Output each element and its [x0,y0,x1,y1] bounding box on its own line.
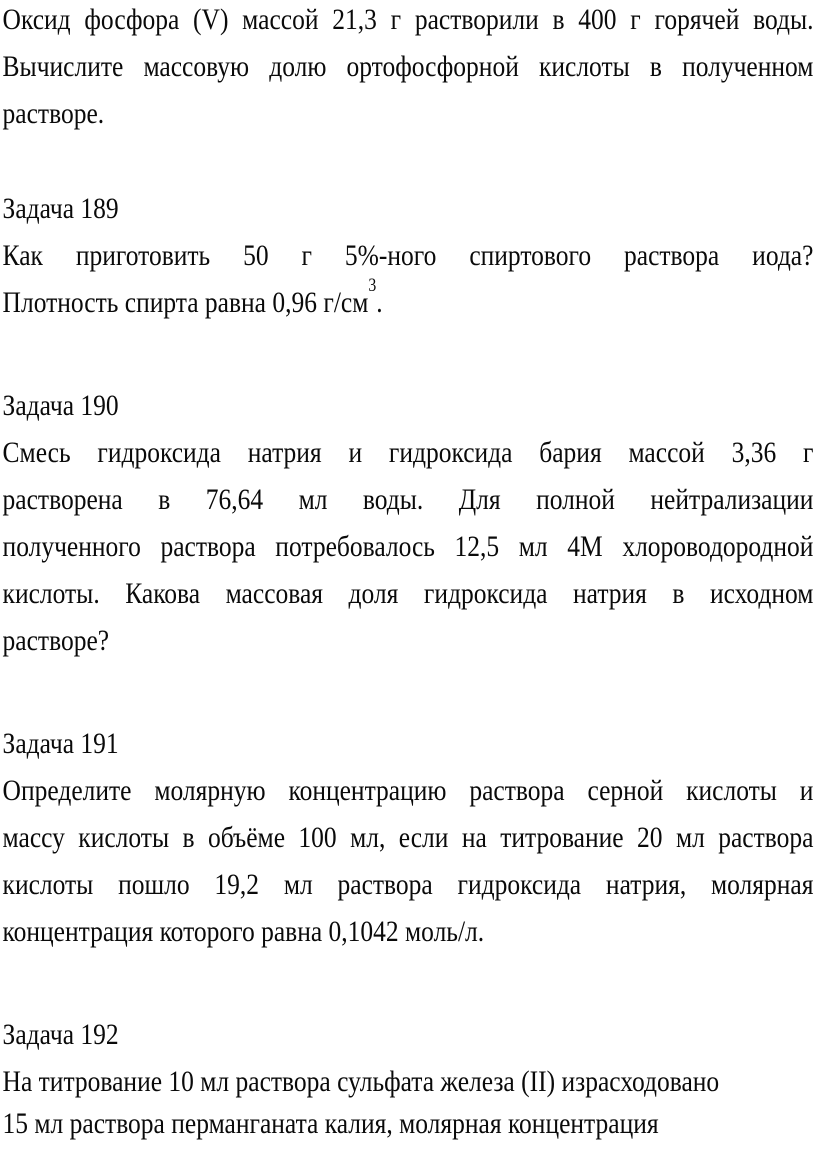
text-line: полученного раствора потребовалось 12,5 мл 4М хлороводородной [2,530,814,563]
text-line: растворе? [2,624,110,657]
text-line: растворена в 76,64 мл воды. Для полной нейтрализации [2,483,814,516]
task-189-title: Задача 189 [2,192,119,225]
task-190-section [3,382,814,664]
task-191-section [3,720,814,955]
task-192-section [3,1011,814,1143]
text-line: Вычислите массовую долю ортофосфорной кислоты в полученном [2,50,814,83]
text-line: концентрация которого равна 0,1042 моль/л. [2,915,485,948]
task-192-title: Задача 192 [2,1018,119,1051]
text-line: Оксид фосфора (V) массой 21,3 г растворили в 400 г горячей воды. [2,3,814,36]
text-line: растворе. [2,97,105,130]
superscript-3: 3 [368,274,377,296]
text-line: Определите молярную концентрацию раствора серной кислоты и [2,774,814,807]
text-line: кислоты. Какова массовая доля гидроксида натрия в исходном [2,577,814,610]
text-line: 15 мл раствора перманганата калия, молярная концентрация [2,1107,659,1140]
text-line: Смесь гидроксида натрия и гидроксида бария массой 3,36 г [2,436,814,469]
text-line: кислоты пошло 19,2 мл раствора гидроксида натрия, молярная [2,868,814,901]
text-segment: Плотность спирта равна 0,96 г/см [2,286,369,319]
text-line: массу кислоты в объёме 100 мл, если на титрование 20 мл раствора [2,821,814,854]
text-segment: . [376,286,383,319]
task-189-section [3,185,814,326]
task-190-title: Задача 190 [2,389,119,422]
text-line: На титрование 10 мл раствора сульфата железа (II) израсходовано [2,1065,720,1098]
task-191-title: Задача 191 [2,727,119,760]
text-line: Как приготовить 50 г 5%-ного спиртового раствора иода? [2,239,814,272]
problem-intro-paragraph [3,0,814,137]
task-189-density-line [2,274,814,326]
